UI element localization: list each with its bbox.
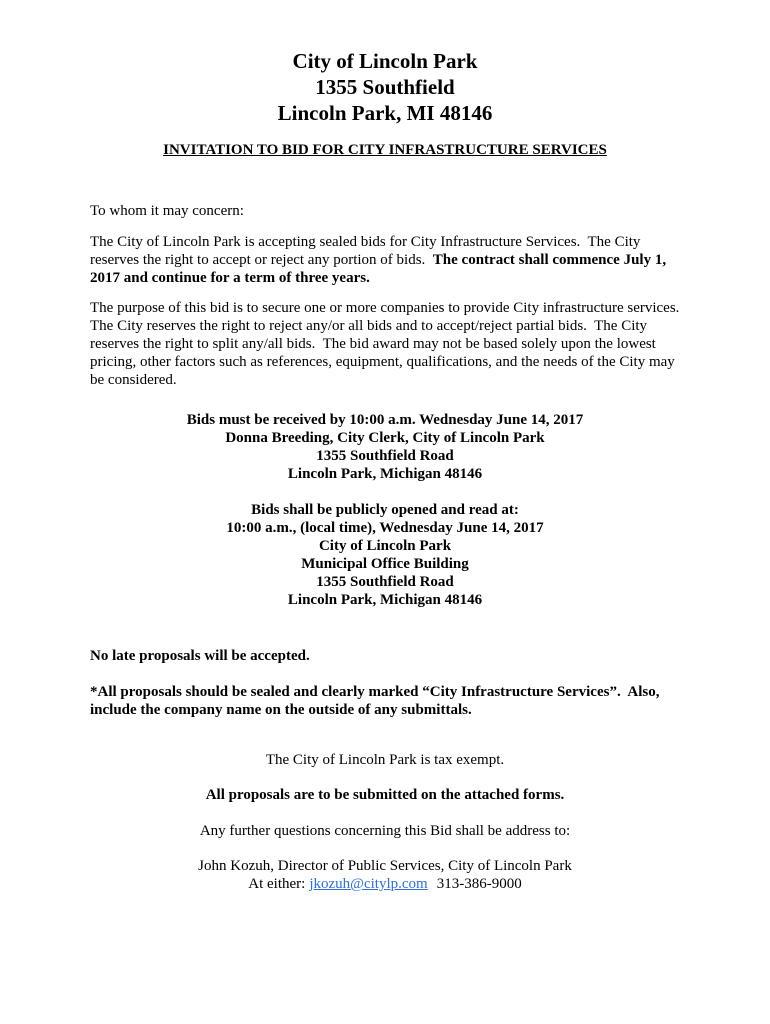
paragraph-bid-purpose: The purpose of this bid is to secure one or more companies to provide City infrastructure services. The City reserves the right to reject any/or all bids and to accept/reject partial bids. The City reserves the right to split any/all bids. The bid award may not be based solely upon the lowest pricing, other factors such as references, equipment, qualifications, and the needs of the City may be considered. <box>90 300 687 388</box>
bid-receipt-street: 1355 Southfield Road <box>316 448 454 464</box>
contact-name: John Kozuh, Director of Public Services, City of Lincoln Park <box>198 858 572 874</box>
bid-receipt-deadline: Bids must be received by 10:00 a.m. Wednesday June 14, 2017 <box>186 412 584 428</box>
bid-receipt-address-block <box>90 411 680 483</box>
bid-opening-block <box>90 501 680 609</box>
contact-prefix: At either: <box>248 876 306 892</box>
questions-note: Any further questions concerning this Bid shall be address to: <box>199 823 571 839</box>
salutation: To whom it may concern: <box>90 203 244 219</box>
letterhead-city-state-zip: Lincoln Park, MI 48146 <box>277 101 493 125</box>
attached-forms-note: All proposals are to be submitted on the attached forms. <box>205 787 565 803</box>
contact-line <box>90 875 680 893</box>
bid-opening-street: 1355 Southfield Road <box>316 574 454 590</box>
bid-receipt-clerk: Donna Breeding, City Clerk, City of Lincoln Park <box>225 430 545 446</box>
tax-exempt-note: The City of Lincoln Park is tax exempt. <box>265 752 505 768</box>
letterhead-org: City of Lincoln Park <box>292 49 478 73</box>
paragraph-accepting-bids-bold: The contract shall commence July 1, 2017 and continue for a term of three years. <box>90 252 670 286</box>
letterhead <box>90 48 680 126</box>
paragraph-accepting-bids <box>90 233 680 287</box>
document-title: INVITATION TO BID FOR CITY INFRASTRUCTURE SERVICES <box>163 142 607 158</box>
bid-opening-building: Municipal Office Building <box>301 556 469 572</box>
no-late-proposals-note: No late proposals will be accepted. <box>90 648 310 664</box>
bid-opening-org: City of Lincoln Park <box>318 538 452 554</box>
bid-opening-city: Lincoln Park, Michigan 48146 <box>287 592 483 608</box>
bid-opening-heading: Bids shall be publicly opened and read at: <box>251 502 519 518</box>
letterhead-street: 1355 Southfield <box>315 75 455 99</box>
contact-block <box>90 857 680 893</box>
email-link[interactable]: jkozuh@citylp.com <box>309 876 428 892</box>
sealed-proposals-note: *All proposals should be sealed and clearly marked “City Infrastructure Services”. Also, include the company name on the outside of any submittals. <box>90 684 664 718</box>
contact-phone: 313-386-9000 <box>436 876 522 892</box>
paragraph-accepting-bids-normal: The City of Lincoln Park is accepting sealed bids for City Infrastructure Services. The City reserves the right to accept or reject any portion of bids. <box>90 234 645 268</box>
bid-opening-time: 10:00 a.m., (local time), Wednesday June 14, 2017 <box>226 520 544 536</box>
bid-receipt-city: Lincoln Park, Michigan 48146 <box>287 466 483 482</box>
